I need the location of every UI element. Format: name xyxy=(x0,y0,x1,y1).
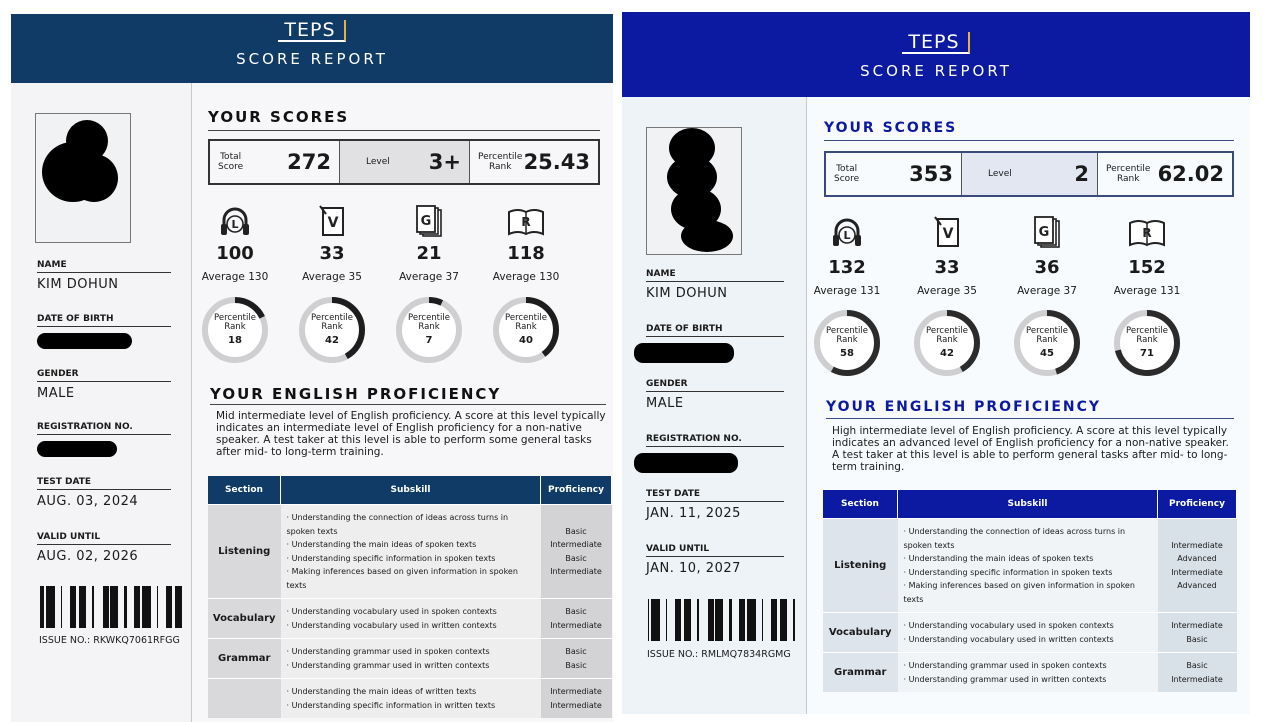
section-average: Average 131 xyxy=(813,285,881,297)
subskill-item: · Understanding vocabulary used in spoken contexts xyxy=(903,621,1114,630)
proficiency-level: Advanced xyxy=(1177,554,1217,563)
proficiency-level: Intermediate xyxy=(550,540,602,549)
proficiency-level: Basic xyxy=(565,607,587,616)
percentile-rank-value: 18 xyxy=(228,335,242,346)
report-header xyxy=(622,12,1250,97)
level-cell: Level 2 xyxy=(962,153,1098,195)
table-header: Section xyxy=(823,490,898,519)
total-score-value: 353 xyxy=(909,162,953,186)
subskill-item: · Making inferences based on given information in spoken texts xyxy=(903,581,1135,604)
percentile-rank-gauge: Percentile Rank 45 xyxy=(1012,308,1082,378)
subskill-list xyxy=(281,505,541,599)
report-subtitle: SCORE REPORT xyxy=(860,62,1012,80)
divider xyxy=(824,140,1234,141)
section-name: Listening xyxy=(208,505,281,599)
table-row xyxy=(208,639,612,679)
svg-text:V: V xyxy=(327,215,339,231)
proficiency-level: Basic xyxy=(565,553,587,563)
gender-field: GENDER MALE xyxy=(37,369,171,401)
valid-until-field: VALID UNTIL JAN. 10, 2027 xyxy=(646,544,784,576)
report-subtitle: SCORE REPORT xyxy=(236,50,388,68)
subskill-item: · Understanding specific information in written texts xyxy=(286,700,496,710)
section-average: Average 130 xyxy=(201,271,269,283)
table-row xyxy=(823,613,1237,653)
candidate-name: KIM DOHUN xyxy=(37,277,119,292)
divider xyxy=(208,130,600,131)
percentile-value: 62.02 xyxy=(1157,162,1224,186)
valid-until-value: JAN. 10, 2027 xyxy=(646,561,741,576)
candidate-photo-redacted xyxy=(646,127,742,255)
proficiency-level: Intermediate xyxy=(550,687,602,696)
proficiency-list xyxy=(541,599,612,639)
vocabulary-card-icon xyxy=(927,215,967,249)
total-score-value: 272 xyxy=(287,150,331,174)
subskill-list xyxy=(281,599,541,639)
table-header: Section xyxy=(208,476,281,505)
name-field: NAME KIM DOHUN xyxy=(646,269,784,301)
svg-text:R: R xyxy=(521,215,531,229)
subskill-list xyxy=(898,613,1158,653)
divider xyxy=(210,404,606,405)
section-average: Average 131 xyxy=(1113,285,1181,297)
percentile-rank-value: 42 xyxy=(940,348,954,359)
listening-headphones-icon xyxy=(215,204,255,238)
percentile-rank-value: 58 xyxy=(840,348,854,359)
proficiency-description: High intermediate level of English proficiency. A score at this level typically indicates an advanced level of English proficiency for a non-native speaker. A test taker at this level is able to perform general tasks after mid- to long-term training. xyxy=(832,425,1229,473)
percentile-rank-gauge: Percentile Rank 18 xyxy=(200,295,270,365)
score-report-1 xyxy=(11,14,613,722)
svg-text:G: G xyxy=(420,214,432,229)
svg-text:L: L xyxy=(843,229,851,242)
gender-field: GENDER MALE xyxy=(646,379,784,411)
table-row xyxy=(823,653,1237,693)
percentile-rank-value: 42 xyxy=(325,335,339,346)
proficiency-list xyxy=(541,679,612,719)
barcode xyxy=(648,599,798,641)
section-average: Average 37 xyxy=(399,271,459,283)
svg-text:R: R xyxy=(1142,226,1152,240)
section-score: 36 xyxy=(1034,257,1060,278)
section-name xyxy=(208,679,281,719)
subskill-item: · Understanding vocabulary used in written contexts xyxy=(903,634,1114,644)
table-row xyxy=(208,599,612,639)
test-date-value: JAN. 11, 2025 xyxy=(646,506,741,521)
section-name: Vocabulary xyxy=(208,599,281,639)
section-average: Average 35 xyxy=(302,271,362,283)
section-name: Grammar xyxy=(208,639,281,679)
percentile-rank-gauge: Percentile Rank 40 xyxy=(491,295,561,365)
registration-field: REGISTRATION NO. xyxy=(37,422,171,457)
subskill-item: · Understanding vocabulary used in spoken contexts xyxy=(286,607,497,616)
dob-field: DATE OF BIRTH xyxy=(37,314,171,349)
percentile-rank-gauge: Percentile Rank 42 xyxy=(912,308,982,378)
proficiency-level: Intermediate xyxy=(550,620,602,630)
subskill-table xyxy=(823,490,1237,692)
percentile-value: 25.43 xyxy=(523,150,590,174)
proficiency-description: Mid intermediate level of English proficiency. A score at this level typically indicates an intermediate level of English proficiency for a non-native speaker. A test taker at this level is able to perform some general tasks after mid- to long-term training. xyxy=(216,410,606,458)
section-name: Listening xyxy=(823,519,898,613)
subskill-item: · Understanding the connection of ideas across turns in spoken texts xyxy=(903,527,1126,550)
subskill-item: · Understanding specific information in spoken texts xyxy=(286,553,496,563)
subskill-item: · Understanding grammar used in spoken contexts xyxy=(903,661,1107,670)
proficiency-list xyxy=(541,639,612,679)
percentile-rank-gauge: Percentile Rank 71 xyxy=(1112,308,1182,378)
test-date-field: TEST DATE AUG. 03, 2024 xyxy=(37,477,171,509)
candidate-name: KIM DOHUN xyxy=(646,286,728,301)
proficiency-level: Basic xyxy=(1186,634,1208,644)
subskill-list xyxy=(281,679,541,719)
section-name: Vocabulary xyxy=(823,613,898,653)
percentile-rank-gauge: Percentile Rank 7 xyxy=(394,295,464,365)
proficiency-level: Intermediate xyxy=(550,700,602,710)
percentile-rank-gauge: Percentile Rank 58 xyxy=(812,308,882,378)
subskill-table xyxy=(208,476,612,718)
table-row xyxy=(823,519,1237,613)
proficiency-list xyxy=(1158,519,1237,613)
subskill-item: · Understanding grammar used in written contexts xyxy=(286,660,490,670)
subskill-item: · Understanding the connection of ideas across turns in spoken texts xyxy=(286,513,509,536)
subskill-item: · Understanding the main ideas of written texts xyxy=(286,687,477,696)
dob-redacted xyxy=(634,343,734,363)
proficiency-level: Basic xyxy=(565,647,587,656)
svg-text:G: G xyxy=(1038,225,1050,240)
gender-value: MALE xyxy=(646,396,684,411)
proficiency-level: Intermediate xyxy=(1171,674,1223,684)
proficiency-level: Intermediate xyxy=(550,567,602,576)
percentile-rank-value: 45 xyxy=(1040,348,1054,359)
table-header: Subskill xyxy=(898,490,1158,519)
section-score: 118 xyxy=(507,243,545,264)
subskill-item: · Understanding specific information in spoken texts xyxy=(903,567,1113,577)
subskill-list xyxy=(898,519,1158,613)
gender-value: MALE xyxy=(37,386,75,401)
proficiency-level: Advanced xyxy=(1177,581,1217,590)
table-header: Proficiency xyxy=(541,476,612,505)
proficiency-level: Basic xyxy=(565,660,587,670)
table-header: Proficiency xyxy=(1158,490,1237,519)
registration-redacted xyxy=(634,453,738,473)
percentile-rank-value: 40 xyxy=(519,335,533,346)
proficiency-list xyxy=(1158,653,1237,693)
score-summary xyxy=(208,139,600,185)
name-field: NAME KIM DOHUN xyxy=(37,260,171,292)
proficiency-level: Intermediate xyxy=(1171,540,1223,550)
section-score: 152 xyxy=(1128,257,1166,278)
vocabulary-card-icon xyxy=(312,204,352,238)
reading-book-icon xyxy=(1127,215,1167,249)
teps-logo: TEPS xyxy=(902,32,969,54)
subskill-list xyxy=(898,653,1158,693)
registration-field: REGISTRATION NO. xyxy=(646,434,784,473)
dob-redacted xyxy=(37,333,132,349)
table-row xyxy=(208,505,612,599)
svg-text:V: V xyxy=(942,226,954,242)
your-scores-title: YOUR SCORES xyxy=(824,120,958,136)
proficiency-list xyxy=(1158,613,1237,653)
test-date-value: AUG. 03, 2024 xyxy=(37,494,139,509)
candidate-sidebar xyxy=(11,83,192,722)
candidate-sidebar xyxy=(622,97,807,714)
grammar-cards-icon xyxy=(409,204,449,238)
subskill-item: · Understanding the main ideas of spoken texts xyxy=(903,554,1094,563)
total-score-cell: Total Score 272 xyxy=(210,141,340,183)
subskill-item: · Understanding vocabulary used in written contexts xyxy=(286,620,497,630)
total-score-cell: Total Score 353 xyxy=(826,153,962,195)
listening-headphones-icon xyxy=(827,215,867,249)
section-score: 21 xyxy=(416,243,442,264)
issue-number: ISSUE NO.: RMLMQ7834RGMG xyxy=(647,649,791,660)
your-scores-title: YOUR SCORES xyxy=(208,108,350,126)
proficiency-level: Intermediate xyxy=(1171,621,1223,630)
subskill-item: · Making inferences based on given information in spoken texts xyxy=(286,567,518,590)
section-average: Average 37 xyxy=(1017,285,1077,297)
registration-redacted xyxy=(37,441,117,457)
percentile-cell: Percentile Rank 25.43 xyxy=(478,150,590,174)
svg-text:L: L xyxy=(231,218,239,231)
percentile-rank-value: 71 xyxy=(1140,348,1154,359)
subskill-item: · Understanding grammar used in spoken contexts xyxy=(286,647,490,656)
report-header xyxy=(11,14,613,83)
teps-logo: TEPS xyxy=(278,20,345,42)
grammar-cards-icon xyxy=(1027,215,1067,249)
proficiency-level: Intermediate xyxy=(1171,567,1223,577)
candidate-photo-redacted xyxy=(35,113,131,243)
subskill-list xyxy=(281,639,541,679)
dob-field: DATE OF BIRTH xyxy=(646,324,784,363)
section-score: 33 xyxy=(319,243,345,264)
divider xyxy=(826,418,1234,419)
reading-book-icon xyxy=(506,204,546,238)
percentile-rank-value: 7 xyxy=(425,335,433,346)
proficiency-title: YOUR ENGLISH PROFICIENCY xyxy=(826,399,1102,415)
valid-until-field: VALID UNTIL AUG. 02, 2026 xyxy=(37,532,171,564)
level-value: 3+ xyxy=(428,150,461,174)
level-cell: Level 3+ xyxy=(340,141,470,183)
table-header: Subskill xyxy=(281,476,541,505)
level-value: 2 xyxy=(1074,162,1089,186)
section-score: 33 xyxy=(934,257,960,278)
valid-until-value: AUG. 02, 2026 xyxy=(37,549,139,564)
section-name: Grammar xyxy=(823,653,898,693)
issue-number: ISSUE NO.: RKWKQ7061RFGG xyxy=(39,635,180,646)
proficiency-title: YOUR ENGLISH PROFICIENCY xyxy=(210,385,502,403)
subskill-item: · Understanding the main ideas of spoken texts xyxy=(286,540,477,549)
section-score: 100 xyxy=(216,243,254,264)
proficiency-level: Basic xyxy=(1186,661,1208,670)
test-date-field: TEST DATE JAN. 11, 2025 xyxy=(646,489,784,521)
section-average: Average 35 xyxy=(917,285,977,297)
percentile-cell: Percentile Rank 62.02 xyxy=(1106,162,1224,186)
proficiency-level: Basic xyxy=(565,526,587,536)
barcode xyxy=(40,586,184,628)
proficiency-list xyxy=(541,505,612,599)
subskill-item: · Understanding grammar used in written contexts xyxy=(903,674,1107,684)
table-row xyxy=(208,679,612,719)
score-report-2 xyxy=(622,12,1250,714)
section-score: 132 xyxy=(828,257,866,278)
score-summary xyxy=(824,151,1234,197)
section-average: Average 130 xyxy=(492,271,560,283)
percentile-rank-gauge: Percentile Rank 42 xyxy=(297,295,367,365)
